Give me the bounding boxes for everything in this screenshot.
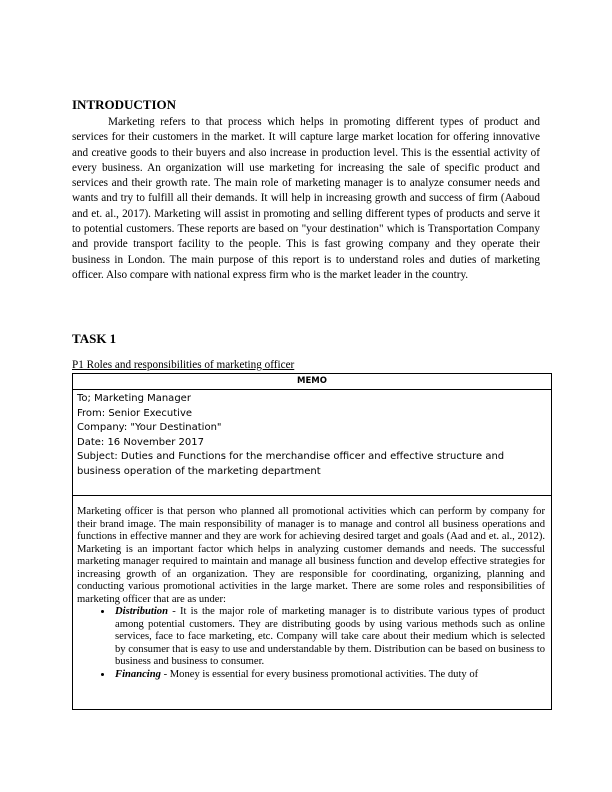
memo-table (72, 373, 552, 710)
list-item (113, 606, 545, 669)
task1-heading: TASK 1 (72, 331, 117, 346)
bullet-text: - It is the major role of marketing manager is to distribute various types of product among potential customers. They are distributing goods by using various methods such as online services, face to face marketing, etc. Company will take care about their medium which is selected by consumer that is easy to use and understandable by them. Distribution can be based on business to business and business to consumer. (115, 606, 545, 667)
memo-company: Company: "Your Destination" (77, 422, 222, 434)
bullet-term: Distribution (115, 606, 168, 617)
memo-date: Date: 16 November 2017 (77, 436, 205, 448)
memo-details (73, 390, 551, 496)
memo-from: From: Senior Executive (77, 407, 193, 419)
bullet-term: Financing (115, 668, 161, 680)
introduction-paragraph: Marketing refers to that process which helps in promoting different types of product and services for their customers in the market. It will capture large market location for offering innovative and creative goods to their buyers and also increase in production level. This is the essential activity of every business. An organization will use marketing for increasing the sale of specific product and services and their growth rate. The main role of marketing manager is to analyze consumer needs and wants and try to fulfill all their demands. It will help in increasing growth and success of firm (Aaboud and et. al., 2017). Marketing will assist in promoting and selling different types of products and serve it to potential customers. These reports are based on "your destination" which is Transportation Company and provide transport facility to the people. This is fast growing company and they operate their business in London. The main purpose of this report is to understand roles and duties of marketing officer. Also compare with national express firm who is the market leader in the country. (72, 116, 540, 281)
list-item (113, 669, 545, 682)
memo-to: To; Marketing Manager (77, 393, 191, 404)
memo-body (73, 496, 551, 681)
introduction-heading: INTRODUCTION (72, 97, 177, 112)
p1-section-title: P1 Roles and responsibilities of marketing officer (72, 359, 295, 371)
memo-subject: Subject: Duties and Functions for the merchandise officer and effective structure and business operation of the marketing department (77, 451, 505, 477)
memo-title: MEMO (73, 374, 551, 390)
bullet-text: - Money is essential for every business promotional activities. The duty of (160, 668, 479, 680)
memo-body-paragraph: Marketing officer is that person who planned all promotional activities which can perform by company for their brand image. The main responsibility of manager is to manage and control all business operations and functions in effective manner and they are work for achieving desired target and goals (Aad and et. al., 2012). Marketing is an important factor which helps in analyzing customer demands and needs. The successful marketing manager required to maintain and manage all business function and develop effective strategies for increasing growth of an organization. They are responsible for coordinating, organizing, planning and conducting various promotional activities in the large market. There are some roles and responsibilities of marketing officer that are as under: (77, 506, 545, 605)
memo-bullet-list (77, 606, 545, 681)
